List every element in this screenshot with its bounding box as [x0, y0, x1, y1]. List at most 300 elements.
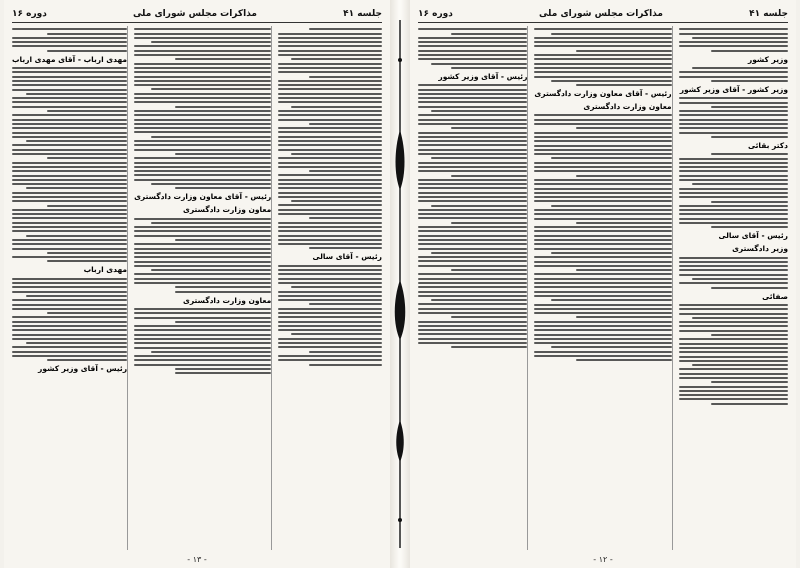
text-line [679, 343, 788, 345]
text-line [12, 132, 127, 134]
text-line [278, 329, 382, 331]
text-line [451, 33, 528, 35]
text-line [47, 205, 128, 207]
text-line [534, 321, 671, 323]
text-line [534, 145, 671, 147]
text-line [534, 308, 671, 310]
left-page-header [12, 6, 382, 23]
text-line [534, 325, 671, 327]
text-line [12, 45, 127, 47]
text-line [534, 123, 671, 125]
text-lines [12, 67, 127, 262]
text-line [134, 101, 271, 103]
text-line [418, 37, 527, 39]
text-line [151, 351, 272, 353]
text-line [278, 93, 382, 95]
text-line [679, 188, 788, 190]
text-line [711, 80, 788, 82]
right-header-title: مذاکرات مجلس شورای ملی [538, 9, 663, 19]
text-line [418, 106, 527, 108]
text-line [431, 63, 527, 65]
text-line [291, 200, 382, 202]
right-page-columns [418, 26, 788, 550]
text-line [278, 71, 382, 73]
left-header-period: دوره ۱۶ [12, 9, 47, 19]
text-line [551, 33, 672, 35]
text-line [26, 295, 127, 297]
text-line [278, 204, 382, 206]
text-line [679, 398, 788, 400]
text-line [576, 269, 672, 271]
text-line [47, 260, 128, 262]
text-line [134, 63, 271, 65]
text-line [711, 287, 788, 289]
text-line [679, 45, 788, 47]
text-line [711, 334, 788, 336]
text-line [679, 261, 788, 263]
text-line [679, 360, 788, 362]
text-line [418, 342, 527, 344]
text-line [134, 179, 271, 181]
text-line [451, 346, 528, 348]
text-line [278, 213, 382, 215]
text-line [278, 299, 382, 301]
text-line [551, 346, 672, 348]
text-line [551, 157, 672, 159]
text-line [576, 175, 672, 177]
text-line [134, 28, 271, 30]
text-line [134, 114, 271, 116]
text-line [679, 330, 788, 332]
text-line [278, 196, 382, 198]
text-line [175, 372, 271, 374]
text-line [679, 162, 788, 164]
text-line [12, 355, 127, 357]
text-line [418, 291, 527, 293]
text-line [151, 183, 272, 185]
text-line [679, 196, 788, 198]
text-line [175, 153, 271, 155]
text-line [309, 364, 382, 366]
text-line [418, 333, 527, 335]
text-line [278, 230, 382, 232]
text-line [534, 183, 671, 185]
text-line [278, 37, 382, 39]
text-line [278, 101, 382, 103]
text-line [534, 273, 671, 275]
text-line [534, 149, 671, 151]
left-column-3 [12, 26, 128, 550]
text-line [134, 325, 271, 327]
text-line [278, 183, 382, 185]
text-line [309, 76, 382, 78]
text-line [278, 295, 382, 297]
text-line [47, 312, 128, 314]
speaker-heading: رئیس - آقای سالی [718, 231, 788, 241]
text-line [309, 28, 382, 30]
text-line [534, 338, 671, 340]
text-line [679, 132, 788, 134]
text-line [534, 170, 671, 172]
text-line [12, 153, 127, 155]
text-line [12, 183, 127, 185]
text-line [278, 136, 382, 138]
text-line [134, 166, 271, 168]
text-line [12, 67, 127, 69]
text-line [12, 230, 127, 232]
text-line [418, 187, 527, 189]
text-line [278, 359, 382, 361]
text-line [134, 140, 271, 142]
text-line [679, 265, 788, 267]
text-line [175, 187, 271, 189]
text-line [12, 41, 127, 43]
text-line [534, 351, 671, 353]
text-line [12, 239, 127, 241]
text-line [551, 252, 672, 254]
text-line [12, 175, 127, 177]
text-line [278, 131, 382, 133]
text-line [175, 286, 271, 288]
text-line [534, 218, 671, 220]
text-lines [12, 278, 127, 362]
text-line [679, 209, 788, 211]
text-line [151, 88, 272, 90]
text-line [418, 303, 527, 305]
speaker-heading: رئیس - آقای معاون وزارت دادگستری [534, 89, 672, 99]
text-line [278, 209, 382, 211]
text-line [134, 144, 271, 146]
text-line [134, 334, 271, 336]
right-column-3 [418, 26, 528, 550]
text-line [291, 333, 382, 335]
text-line [679, 97, 788, 99]
text-line [134, 71, 271, 73]
text-line [534, 226, 671, 228]
text-line [278, 291, 382, 293]
text-line [134, 45, 271, 47]
text-line [451, 222, 528, 224]
text-line [534, 213, 671, 215]
text-line [309, 351, 382, 353]
text-line [451, 316, 528, 318]
text-line [418, 170, 527, 172]
text-line [418, 114, 527, 116]
text-line [679, 325, 788, 327]
text-line [418, 243, 527, 245]
text-line [12, 278, 127, 280]
text-line [12, 179, 127, 181]
speaker-heading: رئیس - آقای سالی [312, 252, 382, 262]
text-line [679, 192, 788, 194]
text-line [12, 144, 127, 146]
text-line [12, 76, 127, 78]
text-line [418, 162, 527, 164]
speaker-heading: رئیس - آقای وزیر کشور [438, 71, 528, 81]
text-line [151, 41, 272, 43]
text-line [679, 123, 788, 125]
text-lines [534, 114, 671, 361]
text-line [278, 321, 382, 323]
text-line [47, 252, 128, 254]
text-line [278, 192, 382, 194]
text-line [679, 304, 788, 306]
text-line [534, 235, 671, 237]
text-line [534, 230, 671, 232]
text-line [534, 54, 671, 56]
text-line [12, 200, 127, 202]
text-line [418, 312, 527, 314]
speaker-heading: وزیر دادگستری [732, 244, 788, 254]
speaker-heading: صفائی [762, 291, 788, 301]
text-line [278, 119, 382, 121]
text-line [134, 265, 271, 267]
text-line [134, 248, 271, 250]
text-line [534, 41, 671, 43]
text-line [534, 37, 671, 39]
text-line [534, 248, 671, 250]
text-line [534, 256, 671, 258]
text-line [291, 58, 382, 60]
text-line [679, 257, 788, 259]
text-line [679, 338, 788, 340]
text-line [278, 325, 382, 327]
text-line [418, 50, 527, 52]
text-line [534, 162, 671, 164]
text-line [431, 205, 527, 207]
text-line [679, 351, 788, 353]
text-line [26, 140, 127, 142]
text-line [418, 183, 527, 185]
text-line [134, 76, 271, 78]
speaker-heading: وزیر کشور [747, 54, 788, 64]
text-line [12, 136, 127, 138]
text-line [134, 235, 271, 237]
text-line [12, 28, 127, 30]
text-line [134, 312, 271, 314]
text-line [134, 149, 271, 151]
text-line [12, 226, 127, 228]
text-line [309, 217, 382, 219]
text-line [679, 205, 788, 207]
text-line [134, 359, 271, 361]
text-line [309, 303, 382, 305]
text-line [12, 89, 127, 91]
text-line [309, 247, 382, 249]
text-line [679, 102, 788, 104]
text-line [576, 127, 672, 129]
text-line [278, 265, 382, 267]
text-line [534, 28, 671, 30]
text-line [151, 269, 272, 271]
text-line [12, 166, 127, 168]
text-line [278, 41, 382, 43]
text-line [278, 88, 382, 90]
text-line [418, 213, 527, 215]
text-lines [134, 308, 271, 374]
speaker-heading: رئیس - آقای وزیر کشور [38, 364, 128, 374]
text-line [418, 136, 527, 138]
speaker-heading: معاون وزارت دادگستری [583, 102, 672, 112]
text-line [534, 192, 671, 194]
text-line [534, 282, 671, 284]
text-line [451, 175, 528, 177]
text-line [12, 80, 127, 82]
text-line [418, 209, 527, 211]
text-line [534, 291, 671, 293]
text-line [418, 265, 527, 267]
text-lines [418, 28, 527, 69]
text-line [418, 132, 527, 134]
text-lines [679, 304, 788, 405]
text-line [534, 119, 671, 121]
text-line [12, 222, 127, 224]
text-line [12, 217, 127, 219]
text-line [534, 209, 671, 211]
right-column-1 [679, 26, 788, 550]
text-line [534, 239, 671, 241]
text-line [134, 119, 271, 121]
text-line [534, 278, 671, 280]
text-line [576, 222, 672, 224]
text-line [151, 136, 272, 138]
text-line [534, 312, 671, 314]
text-line [12, 256, 127, 258]
text-line [534, 334, 671, 336]
text-line [291, 106, 382, 108]
text-line [534, 58, 671, 60]
text-line [12, 162, 127, 164]
text-line [711, 403, 788, 405]
text-line [679, 114, 788, 116]
text-lines [679, 257, 788, 289]
text-line [134, 37, 271, 39]
text-line [431, 110, 527, 112]
text-line [47, 110, 128, 112]
text-line [431, 157, 527, 159]
text-line [12, 84, 127, 86]
text-line [418, 248, 527, 250]
text-line [12, 209, 127, 211]
text-line [679, 158, 788, 160]
text-line [679, 274, 788, 276]
text-line [692, 37, 788, 39]
text-line [278, 80, 382, 82]
text-line [679, 127, 788, 129]
text-line [418, 149, 527, 151]
text-line [278, 84, 382, 86]
text-line [134, 278, 271, 280]
text-line [134, 162, 271, 164]
text-line [278, 140, 382, 142]
text-line [12, 346, 127, 348]
text-line [278, 338, 382, 340]
text-line [134, 174, 271, 176]
text-line [309, 123, 382, 125]
text-line [175, 368, 271, 370]
text-line [692, 183, 788, 185]
text-line [418, 286, 527, 288]
text-line [47, 33, 128, 35]
text-line [711, 136, 788, 138]
text-line [576, 316, 672, 318]
text-line [134, 317, 271, 319]
text-line [418, 28, 527, 30]
text-line [26, 93, 127, 95]
text-line [711, 201, 788, 203]
text-line [534, 136, 671, 138]
text-line [679, 282, 788, 284]
text-line [534, 342, 671, 344]
text-line [134, 342, 271, 344]
text-line [134, 54, 271, 56]
text-line [551, 205, 672, 207]
text-line [151, 222, 272, 224]
text-line [134, 84, 271, 86]
text-line [12, 101, 127, 103]
text-line [551, 80, 672, 82]
text-line [534, 76, 671, 78]
text-line [534, 243, 671, 245]
text-line [134, 110, 271, 112]
text-line [418, 54, 527, 56]
right-page [410, 0, 796, 568]
text-line [534, 261, 671, 263]
text-line [534, 304, 671, 306]
text-line [679, 377, 788, 379]
text-line [534, 355, 671, 357]
text-line [711, 106, 788, 108]
right-header-session: جلسه ۴۱ [749, 9, 788, 19]
text-line [711, 226, 788, 228]
text-line [534, 132, 671, 134]
text-line [12, 71, 127, 73]
text-line [12, 37, 127, 39]
text-line [175, 239, 271, 241]
text-line [534, 71, 671, 73]
text-line [12, 351, 127, 353]
text-line [576, 359, 672, 361]
text-lines [534, 28, 671, 86]
text-line [278, 63, 382, 65]
text-line [418, 153, 527, 155]
text-line [12, 248, 127, 250]
text-line [534, 166, 671, 168]
left-page-columns [12, 26, 382, 550]
text-line [278, 239, 382, 241]
text-line [278, 226, 382, 228]
text-line [12, 291, 127, 293]
text-lines [278, 28, 382, 249]
text-line [134, 252, 271, 254]
text-line [534, 63, 671, 65]
text-lines [679, 153, 788, 228]
text-line [431, 299, 527, 301]
text-line [134, 230, 271, 232]
text-line [134, 347, 271, 349]
left-column-1 [278, 26, 382, 550]
speaker-heading: مهدی ارباب - آقای مهدی ارباب [12, 54, 128, 64]
text-line [278, 166, 382, 168]
text-line [534, 114, 671, 116]
text-line [418, 140, 527, 142]
text-line [418, 282, 527, 284]
text-line [679, 166, 788, 168]
text-line [12, 213, 127, 215]
text-line [418, 144, 527, 146]
text-line [134, 157, 271, 159]
text-line [451, 269, 528, 271]
